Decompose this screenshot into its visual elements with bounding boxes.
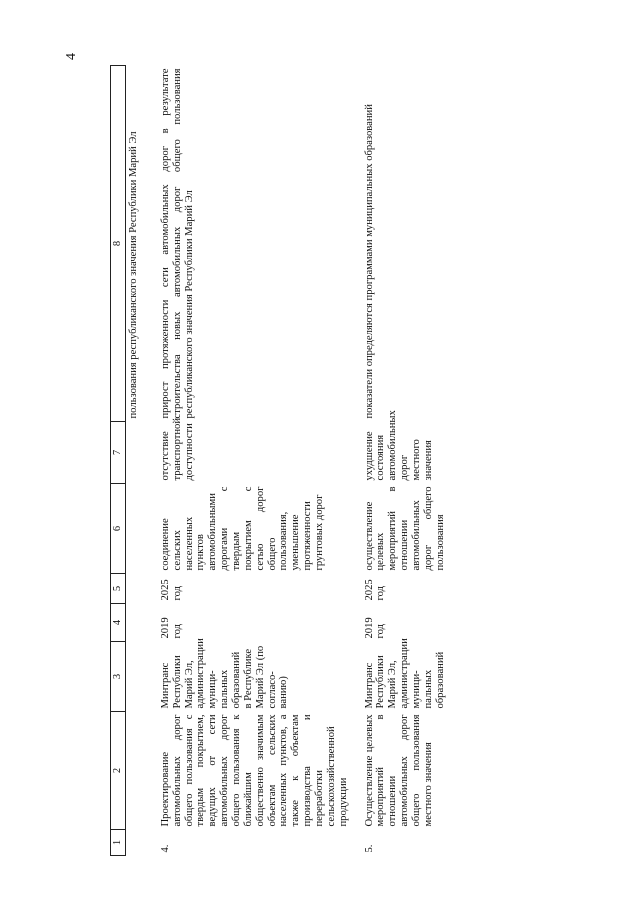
consequence: отсутствие транспортной доступности: [159, 417, 195, 481]
col-header-7: 7: [111, 422, 126, 484]
measure-title: Осуществление целевых мероприятий в отношении автомобильных дорог общего пользования местного значения: [363, 714, 434, 827]
page-number: 4: [64, 53, 79, 60]
col-header-1: 1: [111, 830, 126, 856]
end-year: 2025 год: [159, 579, 183, 601]
indicator: прирост протяженности сети автомобильных дорог в результате строительства новых автомобильных дорог общего пользования республиканского значения Республики Марий Эл: [159, 68, 195, 419]
row-number: 4.: [159, 844, 171, 853]
header-row: [111, 66, 126, 856]
rotated-table-page: [110, 66, 550, 856]
expected-result: осуществление целевых мероприятий в отношении автомобильных дорог общего пользования: [363, 486, 446, 571]
start-year: 2019 год: [363, 617, 387, 639]
program-table: [110, 65, 447, 856]
table-row: [350, 66, 447, 856]
expected-result: соединение сельских населенных пунктов автомобильными дорогами с твердым покрытием с сетью дорог общего пользования, уменьшение протяженности грунтовых дорог: [159, 486, 326, 571]
row-number: 5.: [363, 844, 375, 853]
col-header-3: 3: [111, 642, 126, 712]
col-header-5: 5: [111, 574, 126, 604]
table-row: [154, 66, 350, 856]
col-header-4: 4: [111, 604, 126, 642]
indicator: показатели определяются программами муниципальных образований: [363, 104, 375, 419]
executor: Минтранс Республики Марий Эл, администрации муници-пальных образований в Республике Марий Эл (по согласо-ванию): [159, 638, 290, 709]
continuation-text: пользования республиканского значения Республики Марий Эл: [128, 131, 139, 419]
col-header-8: 8: [111, 66, 126, 422]
col-header-2: 2: [111, 712, 126, 830]
measure-title: Проектирование автомобильных дорог общего пользования с твердым покрытием, ведущих от сети автомобильных дорог общего пользования к ближайшим общественно значимым объектам сельских населенных пунктов, а также к объектам производства и переработки сельскохозяйственной продукции: [159, 714, 349, 827]
start-year: 2019 год: [159, 617, 183, 639]
consequence: ухудшение состояния автомобильных дорог местного значения: [363, 410, 434, 481]
executor: Минтранс Республики Марий Эл, администрации муници-пальных образований: [363, 638, 446, 709]
end-year: 2025 год: [363, 579, 387, 601]
continuation-row: [126, 66, 154, 856]
col-header-6: 6: [111, 484, 126, 574]
